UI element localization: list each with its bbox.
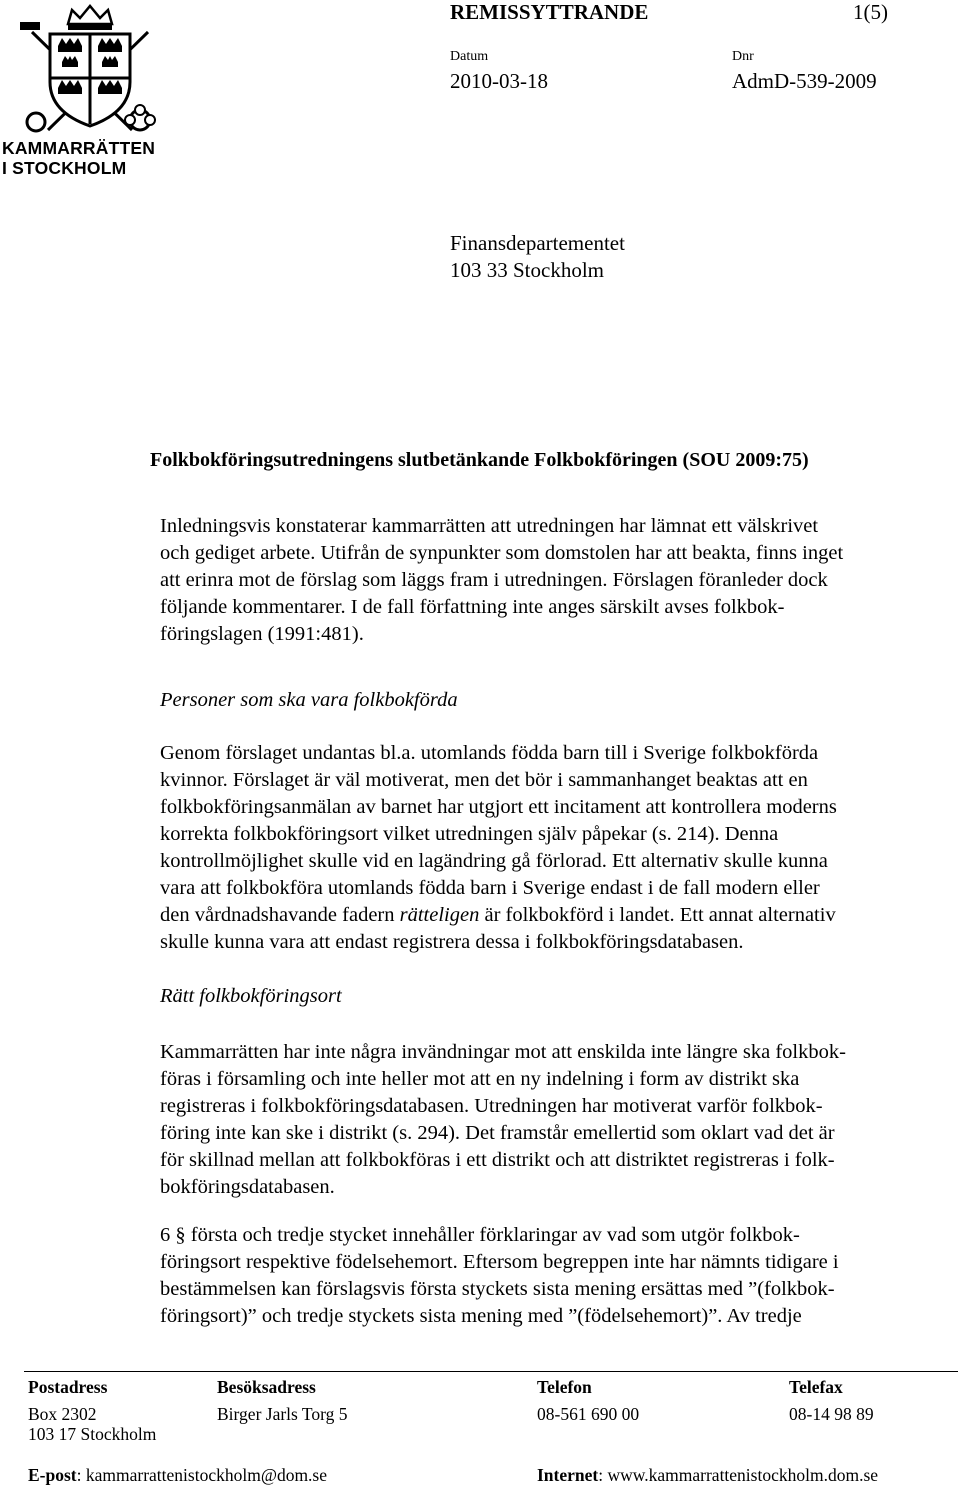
footer-email-label: E-post	[28, 1465, 77, 1485]
document-type: REMISSYTTRANDE	[450, 0, 649, 24]
date-label: Datum	[450, 49, 489, 64]
dnr-label: Dnr	[732, 49, 754, 64]
section2-paragraph1	[160, 1039, 940, 1201]
footer-email: E-post: kammarrattenistockholm@dom.se	[28, 1465, 328, 1485]
text-line: och gediget arbete. Utifrån de synpunkter som domstolen har att beakta, finns inget	[160, 542, 844, 564]
section-heading-persons: Personer som ska vara folkbokförda	[160, 689, 458, 711]
text-line: kontrollmöjlighet skulle vid en lagändring gå förlorad. Ett alternativ skulle kunna	[160, 850, 828, 872]
footer-web-link[interactable]: www.kammarrattenistockholm.dom.se	[607, 1465, 879, 1485]
section-heading-residence: Rätt folkbokföringsort	[160, 985, 342, 1007]
text-segment: är folkbokförd i landet. Ett annat alternativ	[479, 904, 836, 926]
footer-fax-value: 08-14 98 89	[789, 1404, 874, 1424]
text-line: folkbokföringsanmälan av barnet har utgjort ett incitament att kontrollera moderns	[160, 796, 837, 818]
text-line: registreras i folkbokföringsdatabasen. Utredningen har motiverat varför folkbok-	[160, 1095, 823, 1117]
section2-paragraph2	[160, 1222, 940, 1330]
subject-heading: Folkbokföringsutredningens slutbetänkande Folkbokföringen (SOU 2009:75)	[150, 449, 809, 471]
footer-postal-line2: 103 17 Stockholm	[28, 1424, 157, 1444]
footer-visit-label: Besöksadress	[217, 1377, 316, 1397]
footer-postal-label: Postadress	[28, 1377, 108, 1397]
text-line: vara att folkbokföra utomlands födda barn i Sverige endast i de fall modern eller	[160, 877, 820, 899]
text-line: följande kommentarer. I de fall författning inte anges särskilt avses folkbok-	[160, 596, 785, 618]
text-line: föringsort respektive födelsehemort. Eftersom begreppen inte har nämnts tidigare i	[160, 1251, 839, 1273]
footer-web: Internet: www.kammarrattenistockholm.dom.se	[537, 1465, 879, 1485]
text-line: föras i församling och inte heller mot att en ny indelning i form av distrikt ska	[160, 1068, 800, 1090]
logo-text-line2: I STOCKHOLM	[2, 158, 127, 178]
text-line: kvinnor. Förslaget är väl motiverat, men det bör i sammanhanget beaktas att en	[160, 769, 808, 791]
footer-phone-value: 08-561 690 00	[537, 1404, 640, 1424]
text-line: för skillnad mellan att folkbokföras i ett distrikt och att distriktet registreras i folk-	[160, 1149, 835, 1171]
footer-phone-label: Telefon	[537, 1377, 592, 1397]
footer-email-link[interactable]: kammarrattenistockholm@dom.se	[85, 1465, 328, 1485]
text-segment: den vårdnadshavande fadern	[160, 904, 400, 926]
logo-text-line1: KAMMARRÄTTEN	[2, 138, 156, 158]
text-line	[160, 902, 940, 929]
page-number: 1(5)	[853, 0, 888, 24]
date-value: 2010-03-18	[450, 69, 548, 93]
text-line: 6 § första och tredje stycket innehåller förklaringar av vad som utgör folkbok-	[160, 1224, 800, 1246]
text-line: föringsort)” och tredje styckets sista mening med ”(födelsehemort)”. Av tredje	[160, 1305, 802, 1327]
recipient-address: 103 33 Stockholm	[450, 258, 605, 282]
section1-paragraph	[160, 740, 940, 956]
footer-web-label: Internet	[537, 1465, 599, 1485]
text-line: Kammarrätten har inte några invändningar mot att enskilda inte längre ska folkbok-	[160, 1041, 846, 1063]
text-line: bestämmelsen kan förslagsvis första styckets sista mening ersättas med ”(folkbok-	[160, 1278, 835, 1300]
text-line: skulle kunna vara att endast registrera dessa i folkbokföringsdatabasen.	[160, 931, 744, 953]
text-line: Inledningsvis konstaterar kammarrätten att utredningen har lämnat ett välskrivet	[160, 515, 819, 537]
footer-postal-line1: Box 2302	[28, 1404, 97, 1424]
text-line: korrekta folkbokföringsort vilket utredningen själv påpekar (s. 214). Denna	[160, 823, 779, 845]
text-line: föringslagen (1991:481).	[160, 623, 364, 645]
text-line: Genom förslaget undantas bl.a. utomlands födda barn till i Sverige folkbokförda	[160, 742, 819, 764]
emphasis-text: rätteligen	[399, 904, 480, 926]
text-line: föring inte kan ske i distrikt (s. 294). Det framstår emellertid som oklart vad det är	[160, 1122, 835, 1144]
footer-visit-value: Birger Jarls Torg 5	[217, 1404, 348, 1424]
dnr-value: AdmD-539-2009	[732, 69, 877, 93]
intro-paragraph	[160, 513, 940, 648]
text-line: att erinra mot de förslag som läggs fram i utredningen. Förslagen föranleder dock	[160, 569, 828, 591]
text-line: bokföringsdatabasen.	[160, 1176, 335, 1198]
coat-of-arms-icon	[2, 2, 178, 138]
recipient-name: Finansdepartementet	[450, 231, 625, 255]
footer-fax-label: Telefax	[789, 1377, 843, 1397]
footer-divider	[24, 1371, 958, 1372]
